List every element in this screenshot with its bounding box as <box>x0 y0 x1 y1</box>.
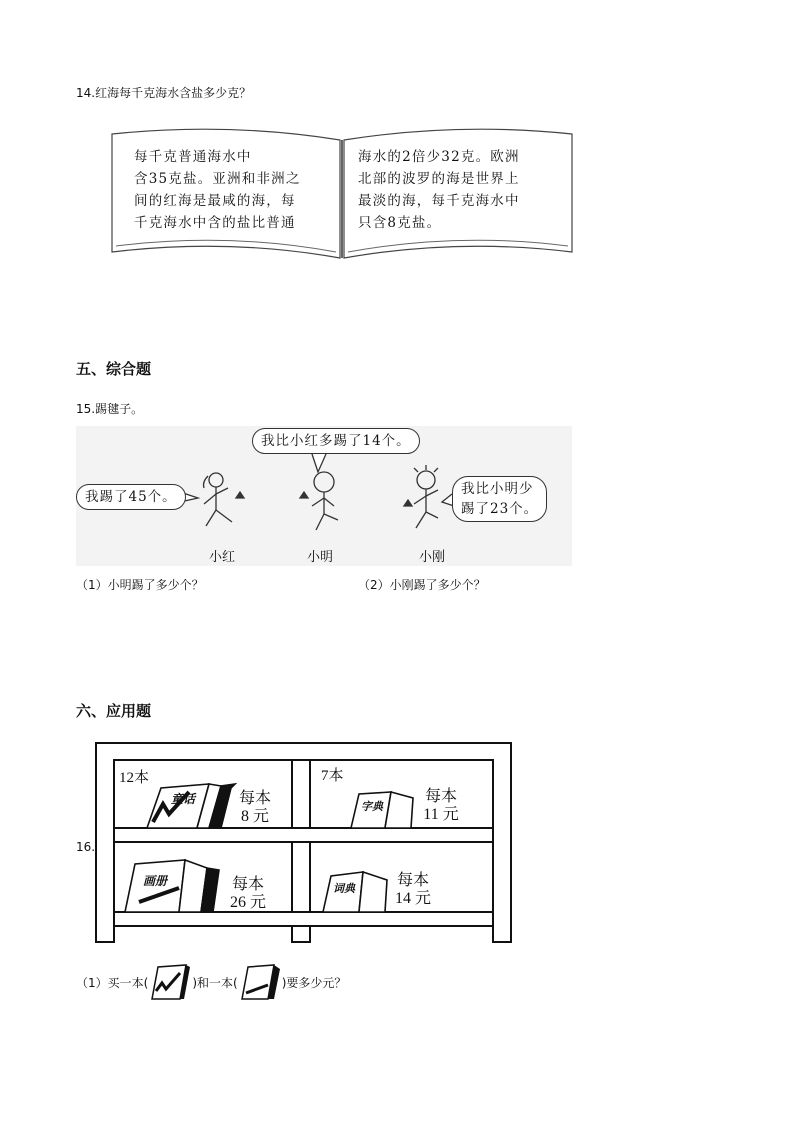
question-16-sub-1-part3: )要多少元？ <box>281 975 347 990</box>
open-book-illustration <box>108 126 576 260</box>
section-5-heading: 五、综合题 <box>76 360 152 378</box>
shelf-3-price <box>223 876 273 912</box>
shuttlecock-illustration <box>76 426 572 566</box>
book-right-page-text: 海水的2倍少32克。欧洲 北部的波罗的海是世界上 最淡的海，每千克海水中 只含8克盐。 <box>358 149 520 231</box>
question-15-title: 15.踢毽子。 <box>76 402 144 416</box>
shelf-2-price <box>417 788 465 824</box>
name-label-xiaoming: 小明 <box>307 550 334 565</box>
question-16-sub-1-part1: （1）买一本( <box>76 975 149 990</box>
question-16-sub-1-part2: )和一本( <box>192 975 238 990</box>
section-6-heading: 六、应用题 <box>76 702 152 720</box>
shelf-1-count: 12本 <box>119 770 150 786</box>
question-16-sub-1 <box>76 962 346 1002</box>
speech-bubble-xiaoming: 我比小红多踢了14个。 <box>252 428 420 454</box>
bookshelf-illustration <box>95 742 513 944</box>
question-15-sub-2: （2）小刚踢了多少个？ <box>358 578 486 592</box>
boy-xiaogang-figure <box>404 465 438 528</box>
shelf-3-book-title: 画册 <box>143 874 168 888</box>
shelf-1-price <box>233 790 277 826</box>
shelf-4-book-title: 词典 <box>333 882 355 895</box>
book-left-page-text: 每千克普通海水中 含35克盐。亚洲和非洲之 间的红海是最咸的海，每 千克海水中含的盐比普通 <box>134 149 301 231</box>
question-14-title: 14.红海每千克海水含盐多少克？ <box>76 86 252 100</box>
shelf-2-count: 7本 <box>321 768 344 784</box>
speech-bubble-xiaogang: 我比小明少 踢了23个。 <box>452 476 547 522</box>
name-label-xiaohong: 小红 <box>209 550 236 565</box>
shelf-4-price <box>389 872 437 908</box>
shelf-1-book-title: 童话 <box>171 792 196 806</box>
shelf-4-price-unit: 每本 <box>396 872 429 889</box>
shelf-2-price-value: 11 元 <box>423 806 459 823</box>
shelf-4-price-value: 14 元 <box>394 890 431 907</box>
shelf-1-price-value: 8 元 <box>240 808 269 825</box>
boy-xiaoming-figure <box>300 472 338 530</box>
fairytale-book-icon <box>148 963 192 1001</box>
album-books <box>125 860 219 912</box>
question-16-number: 16. <box>76 840 96 854</box>
girl-xiaohong-figure <box>204 473 245 526</box>
album-book-icon <box>238 963 282 1001</box>
question-15-sub-1: （1）小明踢了多少个？ <box>76 578 204 592</box>
shelf-2-price-unit: 每本 <box>424 788 457 805</box>
speech-bubble-xiaohong: 我踢了45个。 <box>76 484 186 510</box>
shelf-3-price-value: 26 元 <box>229 894 266 911</box>
name-label-xiaogang: 小刚 <box>419 550 446 565</box>
shelf-1-price-unit: 每本 <box>238 790 271 807</box>
shelf-2-book-title: 字典 <box>361 800 383 813</box>
shelf-3-price-unit: 每本 <box>231 876 264 893</box>
